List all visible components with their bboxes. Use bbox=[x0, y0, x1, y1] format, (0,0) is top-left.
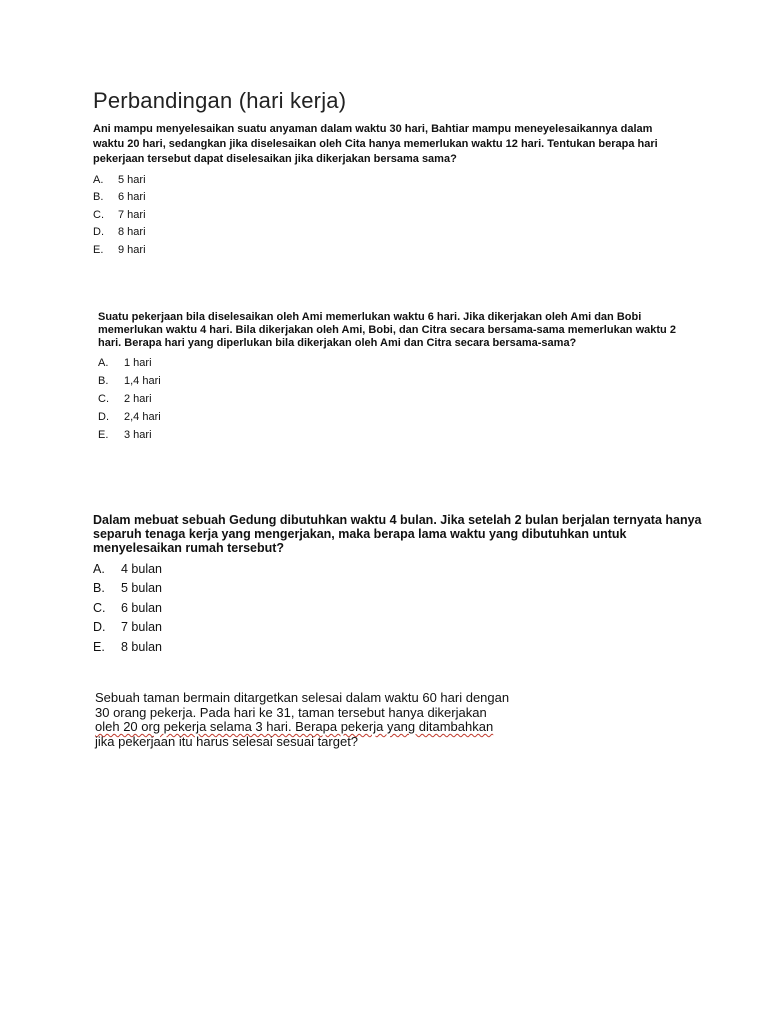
option-letter: C. bbox=[93, 600, 106, 615]
option-d bbox=[93, 224, 673, 242]
option-letter: D. bbox=[93, 620, 106, 635]
option-text: 7 hari bbox=[118, 208, 146, 221]
option-b bbox=[93, 579, 703, 599]
option-letter: C. bbox=[98, 393, 109, 405]
question-line: oleh 20 org pekerja selama 3 hari. Berapa pekerja yang ditambahkan bbox=[95, 719, 494, 734]
question-1 bbox=[93, 122, 673, 259]
option-text: 5 hari bbox=[118, 173, 146, 186]
option-text: 8 hari bbox=[118, 226, 146, 239]
option-text: 5 bulan bbox=[121, 581, 163, 596]
option-b bbox=[98, 372, 678, 390]
option-d bbox=[93, 618, 703, 638]
question-2 bbox=[98, 311, 678, 444]
question-line: jika pekerjaan itu harus selesai sesuai target? bbox=[95, 733, 359, 749]
option-letter: C. bbox=[93, 208, 104, 221]
option-letter: B. bbox=[93, 191, 104, 204]
option-a bbox=[98, 354, 678, 372]
question-4 bbox=[95, 691, 615, 749]
question-3 bbox=[93, 513, 703, 657]
question-text: Dalam mebuat sebuah Gedung dibutuhkan waktu 4 bulan. Jika setelah 2 bulan berjalan ternyata hanya separuh tenaga kerja yang mengerjakan, maka berapa lama waktu yang dibutuhkan untuk menyelesaikan rumah tersebut? bbox=[93, 513, 702, 555]
option-c bbox=[98, 390, 678, 408]
option-e bbox=[93, 241, 673, 259]
option-c bbox=[93, 206, 673, 224]
option-text: 1,4 hari bbox=[124, 375, 161, 387]
option-text: 2,4 hari bbox=[124, 411, 161, 423]
option-text: 8 bulan bbox=[121, 639, 163, 654]
question-line: Sebuah taman bermain ditargetkan selesai dalam waktu 60 hari dengan bbox=[95, 690, 510, 705]
option-b bbox=[93, 189, 673, 207]
option-letter: E. bbox=[98, 429, 109, 441]
option-letter: D. bbox=[98, 411, 109, 423]
answer-options bbox=[93, 171, 673, 259]
question-line: 30 orang pekerja. Pada hari ke 31, taman tersebut hanya dikerjakan bbox=[95, 704, 487, 720]
option-e bbox=[98, 426, 678, 444]
option-text: 2 hari bbox=[124, 393, 152, 405]
option-letter: E. bbox=[93, 639, 105, 654]
option-letter: B. bbox=[93, 581, 105, 596]
option-d bbox=[98, 408, 678, 426]
option-text: 6 hari bbox=[118, 191, 146, 204]
question-text: Ani mampu menyelesaikan suatu anyaman dalam waktu 30 hari, Bahtiar mampu meneyelesaikannya dalam waktu 20 hari, sedangkan jika diselesaikan oleh Cita hanya memerlukan waktu 12 hari. Tentukan berapa hari pekerjaan tersebut dapat diselesaikan jika dikerjakan bersama sama? bbox=[93, 123, 658, 165]
answer-options bbox=[98, 354, 678, 444]
option-letter: A. bbox=[93, 173, 104, 186]
option-a bbox=[93, 559, 703, 579]
option-letter: D. bbox=[93, 226, 104, 239]
option-text: 9 hari bbox=[118, 243, 146, 256]
option-text: 4 bulan bbox=[121, 561, 163, 576]
option-a bbox=[93, 171, 673, 189]
question-text: Suatu pekerjaan bila diselesaikan oleh Ami memerlukan waktu 6 hari. Jika dikerjakan oleh Ami dan Bobi memerlukan waktu 4 hari. Bila dikerjakan oleh Ami, Bobi, dan Citra secara bersama-sama memerlukan waktu 2 hari. Berapa hari yang diperlukan bila dikerjakan oleh Ami dan Citra secara bersama-sama? bbox=[98, 311, 676, 349]
option-letter: A. bbox=[98, 357, 109, 369]
option-letter: A. bbox=[93, 561, 105, 576]
page-title: Perbandingan (hari kerja) bbox=[93, 88, 347, 113]
option-text: 1 hari bbox=[124, 357, 152, 369]
answer-options bbox=[93, 559, 703, 657]
question-text bbox=[95, 691, 615, 749]
option-letter: E. bbox=[93, 243, 104, 256]
option-text: 7 bulan bbox=[121, 620, 163, 635]
option-c bbox=[93, 598, 703, 618]
option-letter: B. bbox=[98, 375, 109, 387]
option-e bbox=[93, 637, 703, 657]
option-text: 6 bulan bbox=[121, 600, 163, 615]
option-text: 3 hari bbox=[124, 429, 152, 441]
